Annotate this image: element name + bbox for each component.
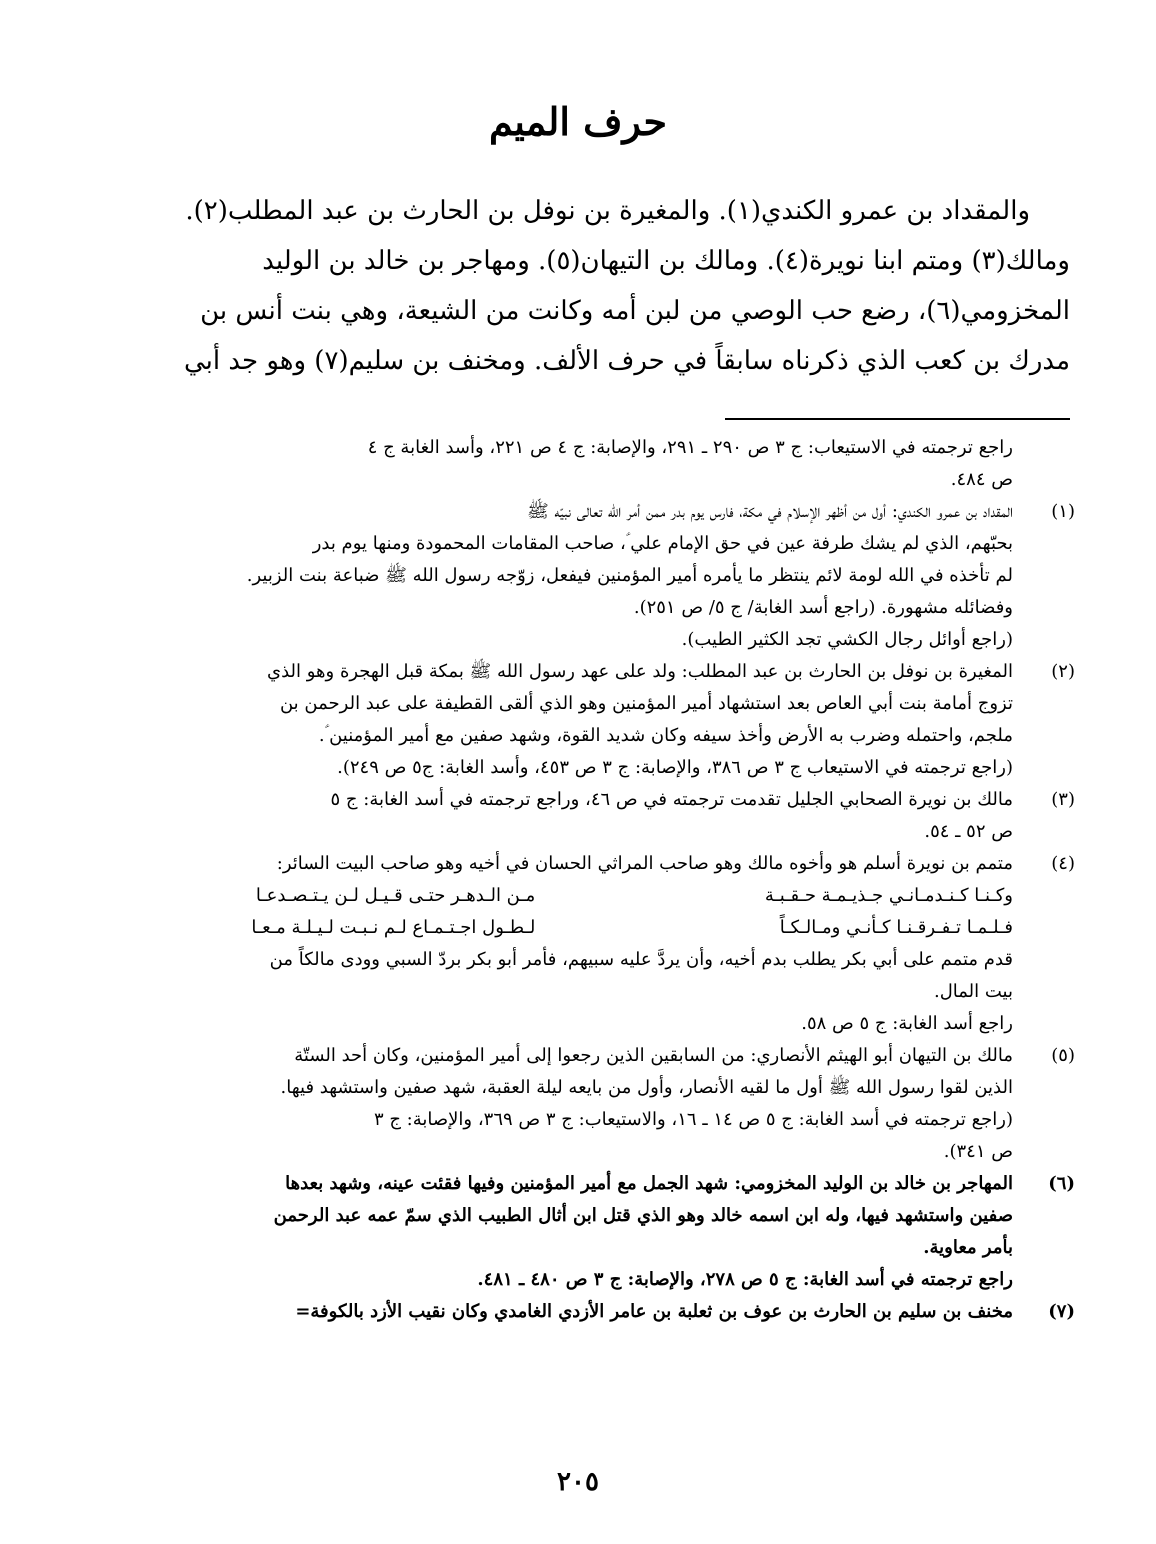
body-line: ومالك(٣) ومتم ابنا نويرة(٤). ومالك بن التيهان(٥). ومهاجر بن خالد بن الوليد (262, 246, 1070, 276)
footnote-3: (٣) مالك بن نويرة الصحابي الجليل تقدمت ترجمته في ص ٤٦، وراجع ترجمته في أسد الغابة: ج ٥ ص ٥٢ ـ ٥٤. (100, 784, 1075, 848)
main-text (100, 186, 1070, 386)
footnote-6: (٦) المهاجر بن خالد بن الوليد المخزومي: شهد الجمل مع أمير المؤمنين وفيها فقئت عينه، وشهد بعدها صفين واستشهد فيها، وله ابن اسمه خالد وهو الذي قتل ابن أثال الطبيب الذي سمّ عمه عبد الرحمن بأمر معاوية. راجع ترجمته في أسد الغابة: ج ٥ ص ٢٧٨، والإصابة: ج ٣ ص ٤٨٠ ـ ٤٨١. (100, 1168, 1075, 1296)
body-line: والمقداد بن عمرو الكندي(١). والمغيرة بن نوفل بن الحارث بن عبد المطلب(٢). (185, 196, 1030, 226)
footnote-2: (٢) المغيرة بن نوفل بن الحارث بن عبد المطلب: ولد على عهد رسول الله ﷺ بمكة قبل الهجرة وهو الذي تزوج أمامة بنت أبي العاص بعد استشهاد أمير المؤمنين وهو الذي ألقى القطيفة على عبد الرحمن بن ملجم، واحتمله وضرب به الأرض وأخذ سيفه وكان شديد القوة، وشهد صفين مع أمير المؤمنين ؑ. (راجع ترجمته في الاستيعاب ج ٣ ص ٣٨٦، والإصابة: ج ٣ ص ٤٥٣، وأسد الغابة: ج٥ ص ٢٤٩). (100, 656, 1075, 784)
footnote-number: (٤) (1051, 853, 1075, 874)
footnote-intro: راجع ترجمته في الاستيعاب: ج ٣ ص ٢٩٠ ـ ٢٩١، والإصابة: ج ٤ ص ٢٢١، وأسد الغابة ج ٤ ص ٤٨٤. (367, 437, 1013, 490)
verse-first-half: فـلـمـا تـفـرقـنـا كـأنـي ومـالـكـاً (779, 917, 1013, 938)
body-line: المخزومي(٦)، رضع حب الوصي من لبن أمه وكانت من الشيعة، وهي بنت أنس بن (200, 296, 1070, 326)
footnote-number: (٥) (1051, 1045, 1075, 1066)
footnote-5: (٥) مالك بن التيهان أبو الهيثم الأنصاري: من السابقين الذين رجعوا إلى أمير المؤمنين، وكان أحد الستّة الذين لقوا رسول الله ﷺ أول ما لقيه الأنصار، وأول من بايعه ليلة العقبة، شهد صفين واستشهد فيها. (راجع ترجمته في أسد الغابة: ج ٥ ص ١٤ ـ ١٦، والاستيعاب: ج ٣ ص ٣٦٩، والإصابة: ج ٣ ص ٣٤١). (100, 1040, 1075, 1168)
footnotes (100, 432, 1075, 1328)
footnote-number: (٧) (1048, 1301, 1075, 1322)
verse-first-half: وكـنـا كـنـدمـانـي جـذيـمـة حـقـبـة (764, 885, 1013, 906)
footnote-4: (٤) متمم بن نويرة أسلم هو وأخوه مالك وهو صاحب المراثي الحسان في أخيه وهو صاحب البيت السائر: وكـنـا كـنـدمـانـي جـذيـمـة حـقـبـة مـن الـدهـر حتـى قـيـل لـن يـتـصـدعـا فـلـمـا تـفـرقـنـا كـأنـي ومـالـكـاً لـطـول اجـتـمـاع لـم نـبـت لـيـلـة مـعـا قدم متمم على أبي بكر يطلب بدم أخيه، وأن يردَّ عليه سبيهم، فأمر أبو بكر بردّ السبي وودى مالكاً من بيت المال. راجع أسد الغابة: ج ٥ ص ٥٨. (100, 848, 1075, 1040)
poem-verse (100, 912, 1013, 944)
footnote-divider (725, 418, 1070, 420)
footnote-number: (١) (1051, 501, 1075, 522)
footnote-number: (٢) (1051, 661, 1075, 682)
footnote-number: (٣) (1051, 789, 1075, 810)
footnote-1: (١) المقداد بن عمرو الكندي: أول من أظهر الإسلام في مكة، فارس يوم بدر ممن أمر الله تعالى نبيّه ﷺ بحبّهم، الذي لم يشك طرفة عين في حق الإمام علي ؑ، صاحب المقامات المحمودة ومنها يوم بدر لم تأخذه في الله لومة لائم ينتظر ما يأمره أمير المؤمنين فيفعل، زوّجه رسول الله ﷺ ضباعة بنت الزبير. وفضائله مشهورة. (راجع أسد الغابة/ ج ٥/ ص ٢٥١). (راجع أوائل رجال الكشي تجد الكثير الطيب). (100, 496, 1075, 656)
body-line: مدرك بن كعب الذي ذكرناه سابقاً في حرف الألف. ومخنف بن سليم(٧) وهو جد أبي (183, 346, 1070, 376)
page-number: ٢٠٥ (557, 1467, 599, 1497)
verse-second-half: مـن الـدهـر حتـى قـيـل لـن يـتـصـدعـا (255, 885, 536, 906)
poem-verse (100, 880, 1013, 912)
verse-second-half: لـطـول اجـتـمـاع لـم نـبـت لـيـلـة مـعـا (251, 917, 536, 938)
footnote-number: (٦) (1048, 1173, 1075, 1194)
page-title: حرف الميم (489, 99, 667, 144)
footnote-7: (٧) مخنف بن سليم بن الحارث بن عوف بن ثعلبة بن عامر الأزدي الغامدي وكان نقيب الأزد بالكوفة= (100, 1296, 1075, 1328)
